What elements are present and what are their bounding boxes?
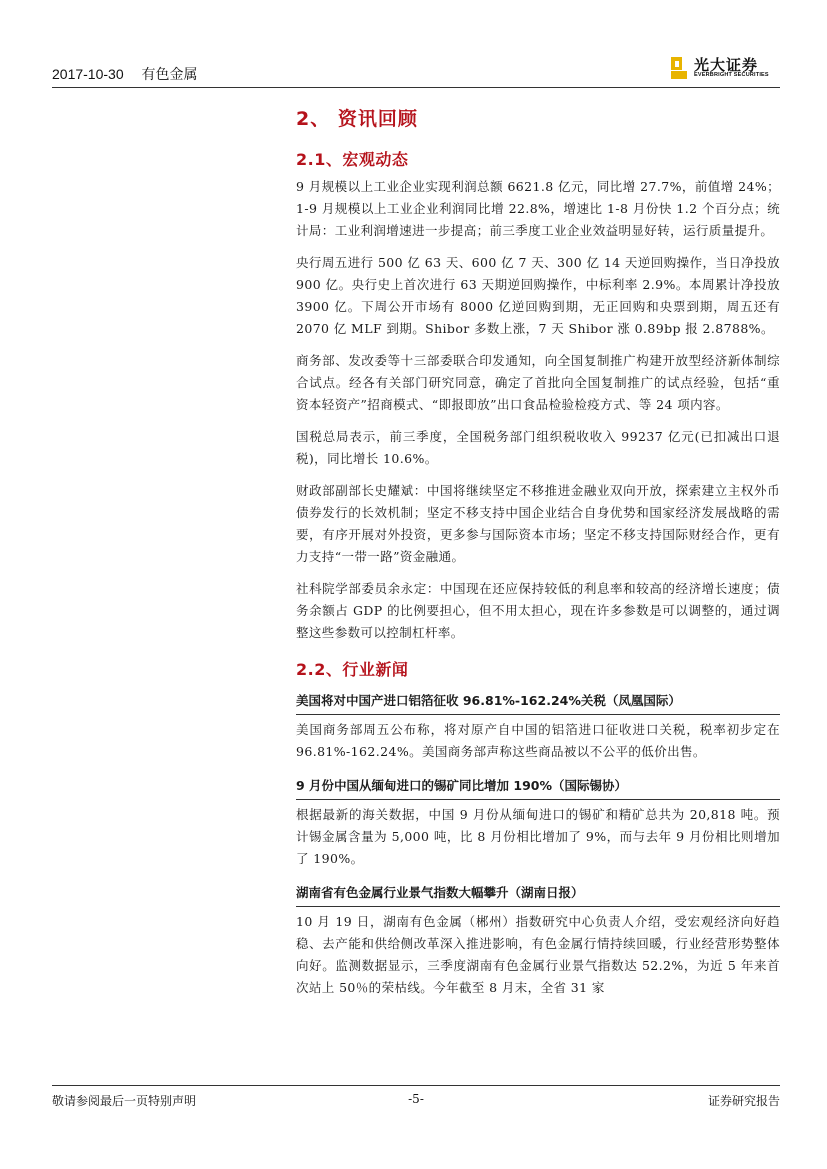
macro-paragraph: 商务部、发改委等十三部委联合印发通知，向全国复制推广构建开放型经济新体制综合试点。经各有关部门研究同意，确定了首批向全国复制推广的试点经验，包括“重资本轻资产”招商模式、“即报即放”出口食品检验检疫方式、等 24 项内容。 bbox=[296, 353, 780, 412]
footer-report-type: 证券研究报告 bbox=[707, 1094, 780, 1108]
news-body: 根据最新的海关数据，中国 9 月份从缅甸进口的锡矿和精矿总共为 20,818 吨。预计锡金属含量为 5,000 吨，比 8 月份相比增加了 9%，而与去年 9 月份相比则增加了 190%。 bbox=[296, 807, 780, 866]
page-footer bbox=[52, 1092, 780, 1112]
macro-paragraph: 财政部副部长史耀斌：中国将继续坚定不移推进金融业双向开放，探索建立主权外币债券发行的长效机制；坚定不移支持中国企业结合自身优势和国家经济发展战略的需要，有序开展对外投资，更多参与国际资本市场；坚定不移支持国际财经合作，更有力支持“一带一路”资金融通。 bbox=[296, 483, 780, 564]
section-title: 2、 资讯回顾 bbox=[296, 108, 418, 130]
header-category: 有色金属 bbox=[141, 66, 198, 82]
industry-subtitle: 2.2、行业新闻 bbox=[296, 660, 409, 679]
everbright-logo-icon bbox=[670, 56, 688, 80]
footer-disclaimer: 敬请参阅最后一页特别声明 bbox=[52, 1094, 197, 1108]
news-body: 10 月 19 日，湖南有色金属（郴州）指数研究中心负责人介绍，受宏观经济向好趋稳、去产能和供给侧改革深入推进影响，有色金属行情持续回暖，行业经营形势整体向好。监测数据显示，三季度湖南有色金属行业景气指数达 52.2%，为近 5 年来首次站上 50％的荣枯线。今年截至 8 月末，全省 31 家 bbox=[296, 914, 780, 995]
header-divider bbox=[52, 87, 780, 88]
macro-subtitle: 2.1、宏观动态 bbox=[296, 150, 409, 169]
page-header bbox=[52, 50, 780, 86]
main-content bbox=[296, 100, 780, 1007]
everbright-logo bbox=[670, 52, 780, 82]
page-number: -5- bbox=[408, 1092, 424, 1106]
news-body: 美国商务部周五公布称，将对原产自中国的铝箔进口征收进口关税，税率初步定在 96.81%-162.24%。美国商务部声称这些商品被以不公平的低价出售。 bbox=[296, 722, 780, 759]
footer-divider bbox=[52, 1085, 780, 1086]
news-headline: 9 月份中国从缅甸进口的锡矿同比增加 190%（国际锡协） bbox=[296, 771, 780, 800]
macro-paragraph: 央行周五进行 500 亿 63 天、600 亿 7 天、300 亿 14 天逆回购操作，当日净投放 900 亿。央行史上首次进行 63 天期逆回购操作，中标利率 2.9%。本周累计净投放 3900 亿。下周公开市场有 8000 亿逆回购到期，无正回购和央票到期，周五还有 2070 亿 MLF 到期。Shibor 多数上涨，7 天 Shibor 涨 0.89bp 报 2.8788%。 bbox=[296, 255, 780, 336]
macro-paragraph: 国税总局表示，前三季度，全国税务部门组织税收收入 99237 亿元(已扣减出口退税)，同比增长 10.6%。 bbox=[296, 429, 780, 466]
logo-english-name: EVERBRIGHT SECURITIES bbox=[694, 72, 769, 78]
header-date: 2017-10-30 bbox=[52, 66, 124, 82]
macro-paragraph: 社科院学部委员余永定：中国现在还应保持较低的利息率和较高的经济增长速度；债务余额占 GDP 的比例要担心，但不用太担心，现在许多参数是可以调整的，通过调整这些参数可以控制杠杆率。 bbox=[296, 581, 780, 640]
header-info bbox=[52, 64, 212, 84]
news-headline: 美国将对中国产进口铝箔征收 96.81%-162.24%关税（凤凰国际） bbox=[296, 686, 780, 715]
macro-paragraph: 9 月规模以上工业企业实现利润总额 6621.8 亿元，同比增 27.7%，前值增 24%；1-9 月规模以上工业企业利润同比增 22.8%，增速比 1-8 月份快 1.2 个百分点；统计局：工业利润增速进一步提高；前三季度工业企业效益明显好转，运行质量提升。 bbox=[296, 179, 780, 238]
news-headline: 湖南省有色金属行业景气指数大幅攀升（湖南日报） bbox=[296, 878, 780, 907]
logo-chinese-name: 光大证券 bbox=[694, 56, 759, 74]
